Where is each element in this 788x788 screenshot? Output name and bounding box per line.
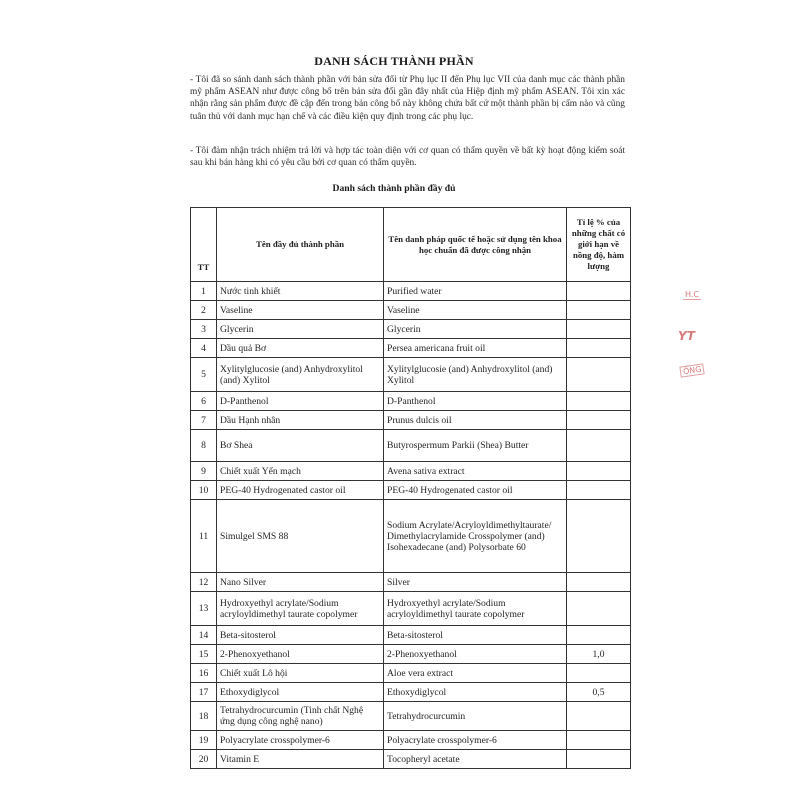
cell-full-name: Tetrahydrocurcumin (Tinh chất Nghệ ứng dụng công nghệ nano) [217,702,384,731]
cell-percent: 1,0 [567,645,631,664]
stamp-mark-3: ỐNG [679,363,705,377]
cell-scientific-name: Purified water [384,282,567,301]
cell-percent [567,573,631,592]
cell-full-name: Ethoxydiglycol [217,683,384,702]
header-tt: TT [191,208,217,282]
table-title: Danh sách thành phần đầy đủ [332,183,456,194]
table-row [191,392,631,411]
cell-percent [567,750,631,769]
table-row [191,573,631,592]
cell-percent [567,301,631,320]
cell-percent [567,626,631,645]
cell-scientific-name: Hydroxyethyl acrylate/Sodium acryloyldimethyl taurate copolymer [384,592,567,626]
header-full-name: Tên đầy đủ thành phần [217,208,384,282]
table-row [191,592,631,626]
cell-tt: 16 [191,664,217,683]
cell-full-name: Vitamin E [217,750,384,769]
cell-percent [567,320,631,339]
table-body [191,282,631,769]
cell-tt: 7 [191,411,217,430]
table-row [191,282,631,301]
table-row [191,750,631,769]
stamp-mark-2: YT [678,329,695,343]
table-row [191,702,631,731]
cell-full-name: Dầu quả Bơ [217,339,384,358]
table-header-row [191,208,631,282]
cell-percent [567,430,631,462]
cell-tt: 17 [191,683,217,702]
cell-tt: 11 [191,500,217,573]
cell-tt: 8 [191,430,217,462]
cell-full-name: Hydroxyethyl acrylate/Sodium acryloyldimethyl taurate copolymer [217,592,384,626]
table-row [191,626,631,645]
cell-tt: 15 [191,645,217,664]
table-row [191,645,631,664]
cell-percent [567,339,631,358]
cell-full-name: 2-Phenoxyethanol [217,645,384,664]
cell-tt: 3 [191,320,217,339]
stamp-mark-1: H.C [685,290,700,299]
cell-full-name: Glycerin [217,320,384,339]
cell-scientific-name: Xylitylglucosie (and) Anhydroxylitol (and) Xylitol [384,358,567,392]
table-row [191,500,631,573]
declaration-paragraph-2: - Tôi đảm nhận trách nhiệm trả lời và hợp tác toàn diện với cơ quan có thẩm quyền về bất kỳ hoạt động kiểm soát sau khi bán hàng khi có yêu cầu bởi cơ quan có thẩm quyền. [190,146,625,169]
cell-full-name: D-Panthenol [217,392,384,411]
ingredients-table [190,207,631,769]
cell-percent [567,500,631,573]
cell-scientific-name: Vaseline [384,301,567,320]
cell-tt: 19 [191,731,217,750]
cell-scientific-name: Tetrahydrocurcumin [384,702,567,731]
cell-tt: 18 [191,702,217,731]
cell-scientific-name: D-Panthenol [384,392,567,411]
cell-scientific-name: PEG-40 Hydrogenated castor oil [384,481,567,500]
cell-scientific-name: Persea americana fruit oil [384,339,567,358]
cell-full-name: Dầu Hạnh nhân [217,411,384,430]
cell-tt: 13 [191,592,217,626]
header-percent-limit: Tỉ lệ % của những chất có giới hạn về nồng độ, hàm lượng [567,208,631,282]
table-row [191,301,631,320]
cell-full-name: Nước tinh khiết [217,282,384,301]
cell-full-name: Nano Silver [217,573,384,592]
cell-scientific-name: Beta-sitosterol [384,626,567,645]
table-row [191,430,631,462]
cell-tt: 2 [191,301,217,320]
cell-full-name: Chiết xuất Lô hội [217,664,384,683]
cell-scientific-name: Ethoxydiglycol [384,683,567,702]
cell-full-name: Simulgel SMS 88 [217,500,384,573]
cell-percent [567,664,631,683]
table-row [191,320,631,339]
cell-percent [567,282,631,301]
cell-tt: 1 [191,282,217,301]
cell-percent [567,481,631,500]
header-scientific-name: Tên danh pháp quốc tế hoặc sử dụng tên khoa học chuẩn đã được công nhận [384,208,567,282]
declaration-paragraph-1: - Tôi đã so sánh danh sách thành phần với bản sửa đổi từ Phụ lục II đến Phụ lục VII của danh mục các thành phần mỹ phẩm ASEAN như được công bố trên bản sửa đổi gần đây nhất của Hiệp định mỹ phẩm ASEAN. Tôi xin xác nhận rằng sản phẩm được đề cập đến trong bản công bố này không chứa bất cứ một thành phần bị cấm nào và cũng tuân thủ với danh mục hạn chế và các điều kiện quy định trong các phụ lục. [190,75,625,122]
cell-full-name: Polyacrylate crosspolymer-6 [217,731,384,750]
cell-tt: 20 [191,750,217,769]
cell-scientific-name: Tocopheryl acetate [384,750,567,769]
cell-full-name: Beta-sitosterol [217,626,384,645]
cell-scientific-name: Silver [384,573,567,592]
cell-scientific-name: Polyacrylate crosspolymer-6 [384,731,567,750]
table-row [191,664,631,683]
cell-percent [567,392,631,411]
table-row [191,683,631,702]
cell-tt: 6 [191,392,217,411]
table-row [191,411,631,430]
cell-scientific-name: Prunus dulcis oil [384,411,567,430]
cell-tt: 12 [191,573,217,592]
cell-scientific-name: Sodium Acrylate/Acryloyldimethyltaurate/ Dimethylacrylamide Crosspolymer (and) Isohexadecane (and) Polysorbate 60 [384,500,567,573]
table-row [191,358,631,392]
cell-scientific-name: Aloe vera extract [384,664,567,683]
cell-tt: 4 [191,339,217,358]
cell-tt: 14 [191,626,217,645]
cell-percent [567,358,631,392]
cell-percent: 0,5 [567,683,631,702]
cell-tt: 9 [191,462,217,481]
cell-percent [567,411,631,430]
cell-scientific-name: Avena sativa extract [384,462,567,481]
cell-full-name: Bơ Shea [217,430,384,462]
cell-scientific-name: Butyrospermum Parkii (Shea) Butter [384,430,567,462]
table-row [191,339,631,358]
cell-percent [567,462,631,481]
cell-tt: 10 [191,481,217,500]
cell-percent [567,731,631,750]
cell-percent [567,702,631,731]
document-title: DANH SÁCH THÀNH PHẦN [314,54,474,68]
table-row [191,481,631,500]
table-row [191,462,631,481]
cell-full-name: Vaseline [217,301,384,320]
cell-full-name: Chiết xuất Yến mạch [217,462,384,481]
cell-full-name: PEG-40 Hydrogenated castor oil [217,481,384,500]
cell-tt: 5 [191,358,217,392]
cell-scientific-name: 2-Phenoxyethanol [384,645,567,664]
table-row [191,731,631,750]
cell-full-name: Xylitylglucosie (and) Anhydroxylitol (and) Xylitol [217,358,384,392]
cell-percent [567,592,631,626]
cell-scientific-name: Glycerin [384,320,567,339]
